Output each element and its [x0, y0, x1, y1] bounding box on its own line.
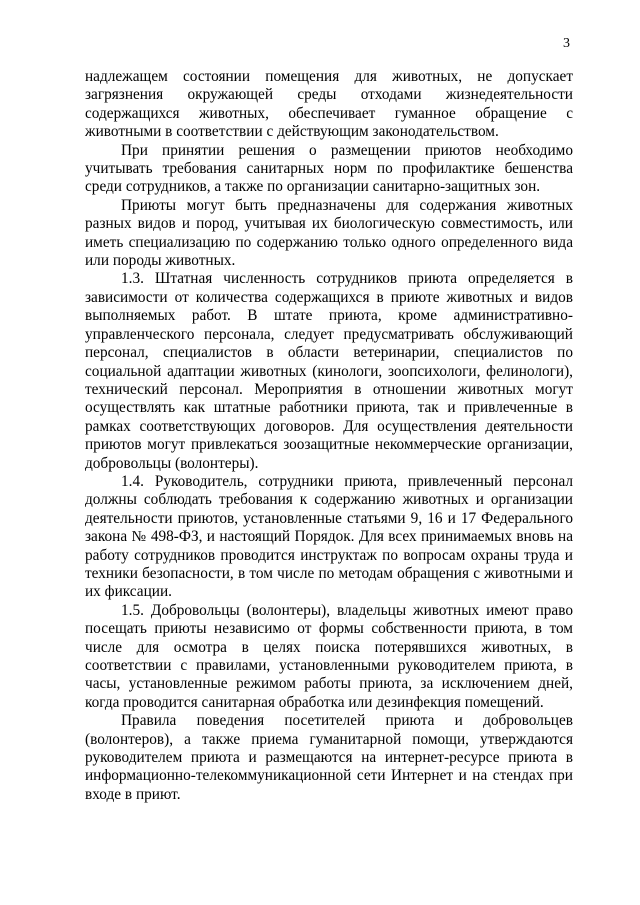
paragraph-continuation: надлежащем состоянии помещения для животных, не допускает загрязнения окружающей среды отходами жизнедеятельности содержащихся животных, обеспечивает гуманное обращение с животными в соответствии с действующим законодательством. — [85, 68, 573, 141]
document-body — [85, 68, 573, 804]
paragraph-1-3-staffing: 1.3. Штатная численность сотрудников приюта определяется в зависимости от количества содержащихся в приюте животных и видов выполняемых работ. В штате приюта, кроме административно-управленческого персонала, следует предусматривать обслуживающий персонал, специалистов в области ветеринарии, специалистов по социальной адаптации животных (кинологи, зоопсихологи, фелинологи), технический персонал. Мероприятия в отношении животных могут осуществлять как штатные работники приюта, так и привлеченные в рамках соответствующих договоров. Для осуществления деятельности приютов могут привлекаться зоозащитные некоммерческие организации, добровольцы (волонтеры). — [85, 270, 573, 472]
paragraph-shelter-specialization: Приюты могут быть предназначены для содержания животных разных видов и пород, учитывая их биологическую совместимость, или иметь специализацию по содержанию только одного определенного вида или породы животных. — [85, 196, 573, 270]
page-number: 3 — [563, 36, 570, 51]
paragraph-1-4-staff-requirements: 1.4. Руководитель, сотрудники приюта, привлеченный персонал должны соблюдать требования к содержанию животных и организации деятельности приютов, установленные статьями 9, 16 и 17 Федерального закона № 498-ФЗ, и настоящий Порядок. Для всех принимаемых вновь на работу сотрудников проводится инструктаж по вопросам охраны труда и техники безопасности, в том числе по методам обращения с животными и их фиксации. — [85, 472, 573, 601]
paragraph-1-5-visitors: 1.5. Добровольцы (волонтеры), владельцы животных имеют право посещать приюты независимо от формы собственности приюта, в том числе для осмотра в целях поиска потерявшихся животных, в соответствии с правилами, установленными руководителем приюта, в часы, установленные режимом работы приюта, за исключением дней, когда проводится санитарная обработка или дезинфекция помещений. — [85, 601, 573, 711]
paragraph-visitor-rules: Правила поведения посетителей приюта и добровольцев (волонтеров), а также приема гуманитарной помощи, утверждаются руководителем приюта и размещаются на интернет-ресурсе приюта в информационно-телекоммуникационной сети Интернет и на стендах при входе в приют. — [85, 712, 573, 803]
paragraph-sanitary-norms: При принятии решения о размещении приютов необходимо учитывать требования санитарных норм по профилактике бешенства среди сотрудников, а также по организации санитарно-защитных зон. — [85, 141, 573, 196]
